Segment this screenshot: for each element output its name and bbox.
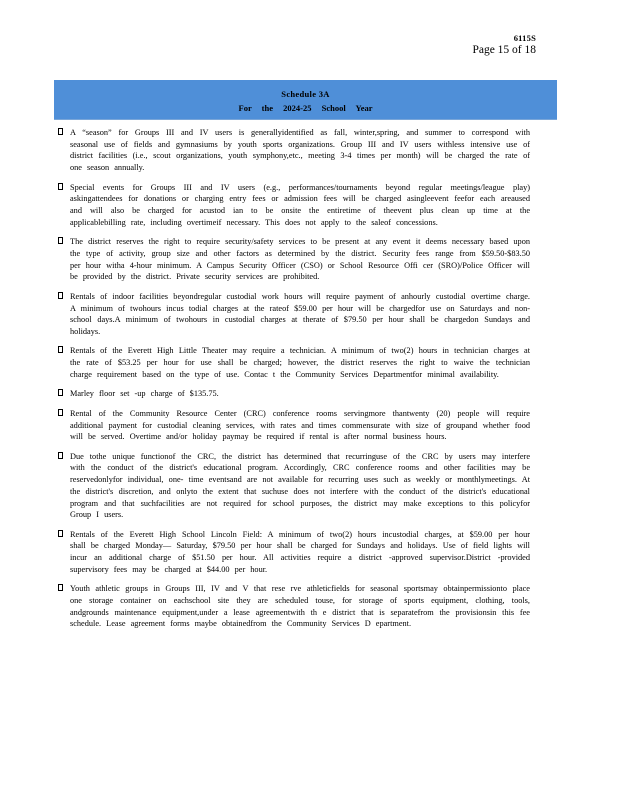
list-item-text: A “season” for Groups III and IV users is generallyidentified as fall, winter,spring, and summer to correspond with seasonal use of fields and gymnasiums by youth sports organizations. Group III and IV users withless intensive use of district facilities (i.e., scout organizations, youth symphony,etc., meeting 3-4 times per month) will be charged the rate of one season annually. bbox=[70, 128, 530, 173]
list-item-text: Special events for Groups III and IV users (e.g., performances/tournaments beyond regular meetings/league play) askingattendees for donations or charging entry fees or admission fees will be charged asingleevent feefor each areaused and will also be charged for acustod ian to be onsite the entiretime of theevent plus clean up time at the applicablebilling rate, including overtimeif necessary. This does not apply to the saleof concessions. bbox=[70, 182, 530, 227]
list-item bbox=[70, 451, 530, 521]
list-item bbox=[70, 291, 530, 338]
checkbox-bullet-icon bbox=[58, 530, 63, 537]
fee-rules-list bbox=[70, 127, 530, 638]
list-item bbox=[70, 388, 530, 400]
document-id: 6115S bbox=[513, 33, 536, 43]
list-item bbox=[70, 529, 530, 576]
banner-divider bbox=[54, 119, 557, 120]
list-item bbox=[70, 236, 530, 283]
list-item bbox=[70, 408, 530, 443]
schedule-title: Schedule 3A bbox=[281, 89, 330, 99]
list-item-text: Due tothe unique functionof the CRC, the district has determined that recurringuse of the CRC by users may interfere with the conduct of the district's educational program. Accordingly, CRC conference rooms and other facilities may be reservedonlyfor individual, one- time eventsand are not available for recurring uses such as weekly or monthlymeetings. At the district's discretion, and onlyto the extent that suchuse does not interfere with the conduct of the district's educational program and that suchfacilities are not required for school purposes, the district may make exceptions to this policyfor Group I users. bbox=[70, 451, 530, 520]
checkbox-bullet-icon bbox=[58, 128, 63, 135]
list-item-text: Rentals of the Everett High Little Theater may require a technician. A minimum of two(2) hours in technician charges at the rate of $53.25 per hour for use shall be charged; however, the district reserves the right to waive the technician charge requirement based on the type of use. Contac t the Community Services Departmentfor minimal availability. bbox=[70, 346, 530, 379]
checkbox-bullet-icon bbox=[58, 292, 63, 299]
list-item bbox=[70, 127, 530, 174]
checkbox-bullet-icon bbox=[58, 346, 63, 353]
list-item bbox=[70, 583, 530, 630]
checkbox-bullet-icon bbox=[58, 584, 63, 591]
list-item bbox=[70, 345, 530, 380]
checkbox-bullet-icon bbox=[58, 452, 63, 459]
list-item-text: Marley floor set -up charge of $135.75. bbox=[70, 389, 219, 399]
list-item-text: Rentals of the Everett High School Lincoln Field: A minimum of two(2) hours incustodial charges, at $59.00 per hour shall be charged Monday— Saturday, $79.50 per hour shall be charged for Sundays and holidays. Use of field lights will incur an additional charge of $51.50 per hour. All activities require a district -approved supervisor.District -provided supervisory fees may be charged at $44.00 per hour. bbox=[70, 529, 530, 574]
page-number: Page 15 of 18 bbox=[472, 43, 536, 56]
school-year-subtitle: For the 2024-25 School Year bbox=[238, 103, 373, 113]
checkbox-bullet-icon bbox=[58, 409, 63, 416]
checkbox-bullet-icon bbox=[58, 183, 63, 190]
checkbox-bullet-icon bbox=[58, 237, 63, 244]
schedule-banner bbox=[54, 80, 557, 119]
list-item-text: Youth athletic groups in Groups III, IV and V that rese rve athleticfields for seasonal sportsmay obtainpermissionto place one storage container on eachschool site they are scheduled touse, for storage of sports equipment, clothing, tools, andgrounds maintenance equipment,under a lease agreementwith th e district that is separatefrom the provisionsin this fee schedule. Lease agreement forms maybe obtainedfrom the Community Services D epartment. bbox=[70, 584, 530, 629]
list-item-text: Rentals of indoor facilities beyondregular custodial work hours will require payment of anhourly custodial overtime charge. A minimum of twohours incus todial charges at the rateof $59.00 per hour will be chargedfor use on Saturdays and non- school days.A minimum of twohours in custodial charges at therate of $79.50 per hour shall be chargedon Sundays and holidays. bbox=[70, 291, 530, 336]
list-item-text: The district reserves the right to require security/safety services to be present at any event it deems necessary based upon the type of activity, group size and other factors as determined by the district. Security fees range from $59.50-$83.50 per hour witha 4-hour minimum. A Campus Security Officer (CSO) or School Resource Offi cer (SRO)/Police Officer will be provided by the district. Private security services are prohibited. bbox=[70, 237, 530, 282]
checkbox-bullet-icon bbox=[58, 389, 63, 396]
list-item-text: Rental of the Community Resource Center (CRC) conference rooms servingmore thantwenty (20) people will require additional payment for custodial cleaning services, with rates and times commensurate with size of groupand whether food will be served. Overtime and/or holiday paymay be required if rental is after normal business hours. bbox=[70, 408, 530, 442]
page-header bbox=[472, 34, 536, 56]
list-item bbox=[70, 182, 530, 229]
